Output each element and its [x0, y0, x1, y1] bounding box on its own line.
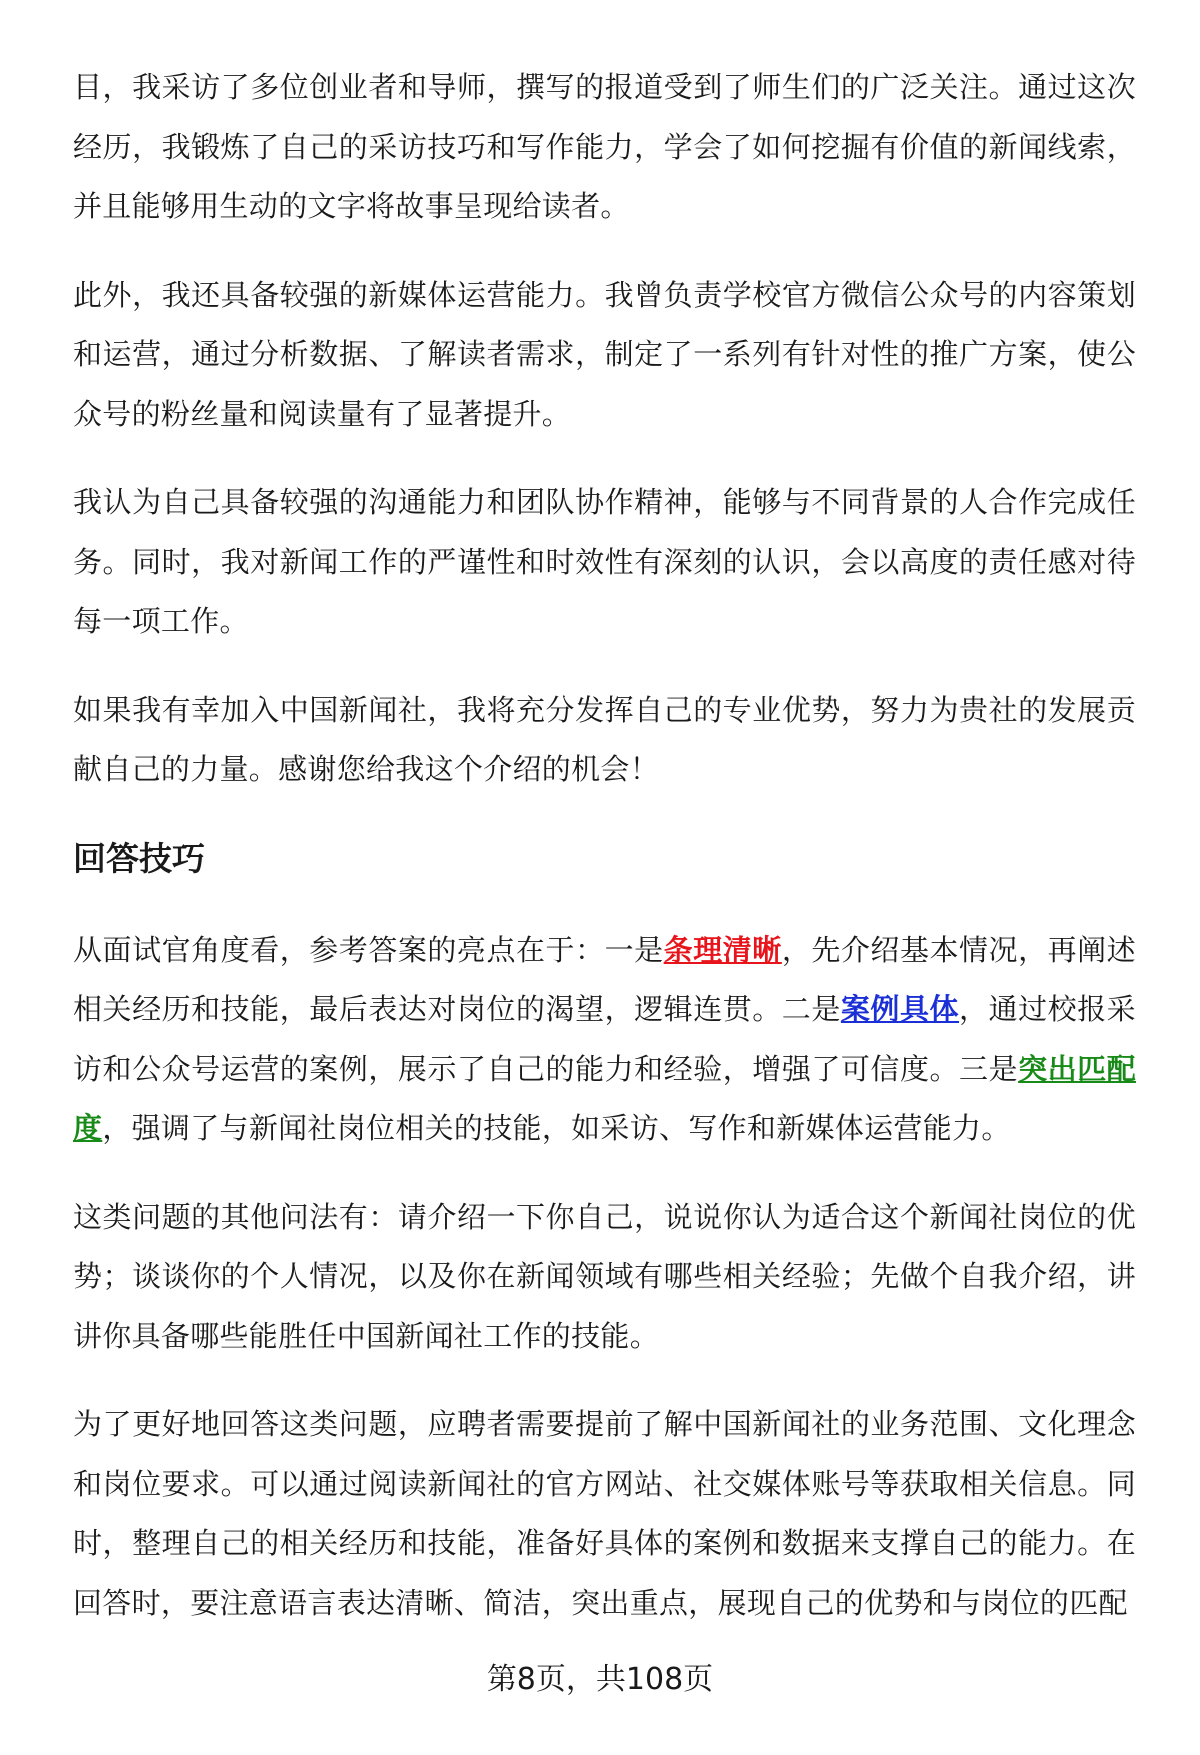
paragraph: 这类问题的其他问法有：请介绍一下你自己，说说你认为适合这个新闻社岗位的优势；谈谈你的个人情况，以及你在新闻领域有哪些相关经验；先做个自我介绍，讲讲你具备哪些能胜任中国新闻社工作的技能。	[73, 1199, 1136, 1353]
text-span: ，强调了与新闻社岗位相关的技能，如采访、写作和新媒体运营能力。	[102, 1111, 1011, 1145]
page-number: 第8页，共108页	[486, 1662, 714, 1697]
tips-paragraph	[73, 921, 1136, 1159]
text-span: ，先介绍基本情况，再阐述相关经历和技能，最后表达对岗位的渴望，逻辑连贯。二是	[73, 932, 1136, 1026]
highlight-specific-cases: 案例具体	[840, 992, 960, 1026]
paragraph: 此外，我还具备较强的新媒体运营能力。我曾负责学校官方微信公众号的内容策划和运营，通过分析数据、了解读者需求，制定了一系列有针对性的推广方案，使公众号的粉丝量和阅读量有了显著提升。	[73, 277, 1136, 431]
paragraph: 如果我有幸加入中国新闻社，我将充分发挥自己的专业优势，努力为贵社的发展贡献自己的力量。感谢您给我这个介绍的机会！	[73, 692, 1136, 786]
paragraph: 为了更好地回答这类问题，应聘者需要提前了解中国新闻社的业务范围、文化理念和岗位要求。可以通过阅读新闻社的官方网站、社交媒体账号等获取相关信息。同时，整理自己的相关经历和技能，准备好具体的案例和数据来支撑自己的能力。在回答时，要注意语言表达清晰、简洁，突出重点，展现自己的优势和与岗位的匹配	[73, 1407, 1136, 1620]
text-span: ，通过校报采访和公众号运营的案例，展示了自己的能力和经验，增强了可信度。三是	[73, 992, 1136, 1086]
paragraph: 我认为自己具备较强的沟通能力和团队协作精神，能够与不同背景的人合作完成任务。同时，我对新闻工作的严谨性和时效性有深刻的认识，会以高度的责任感对待每一项工作。	[73, 485, 1136, 638]
section-heading: 回答技巧	[73, 838, 205, 878]
highlight-clear-structure: 条理清晰	[663, 932, 782, 967]
document-body	[73, 58, 1136, 1662]
paragraph: 目，我采访了多位创业者和导师，撰写的报道受到了师生们的广泛关注。通过这次经历，我锻炼了自己的采访技巧和写作能力，学会了如何挖掘有价值的新闻线索，并且能够用生动的文字将故事呈现给读者。	[73, 70, 1136, 223]
text-span: 从面试官角度看，参考答案的亮点在于：一是	[73, 932, 664, 967]
highlight-match: 突出匹配度	[73, 1051, 1136, 1145]
